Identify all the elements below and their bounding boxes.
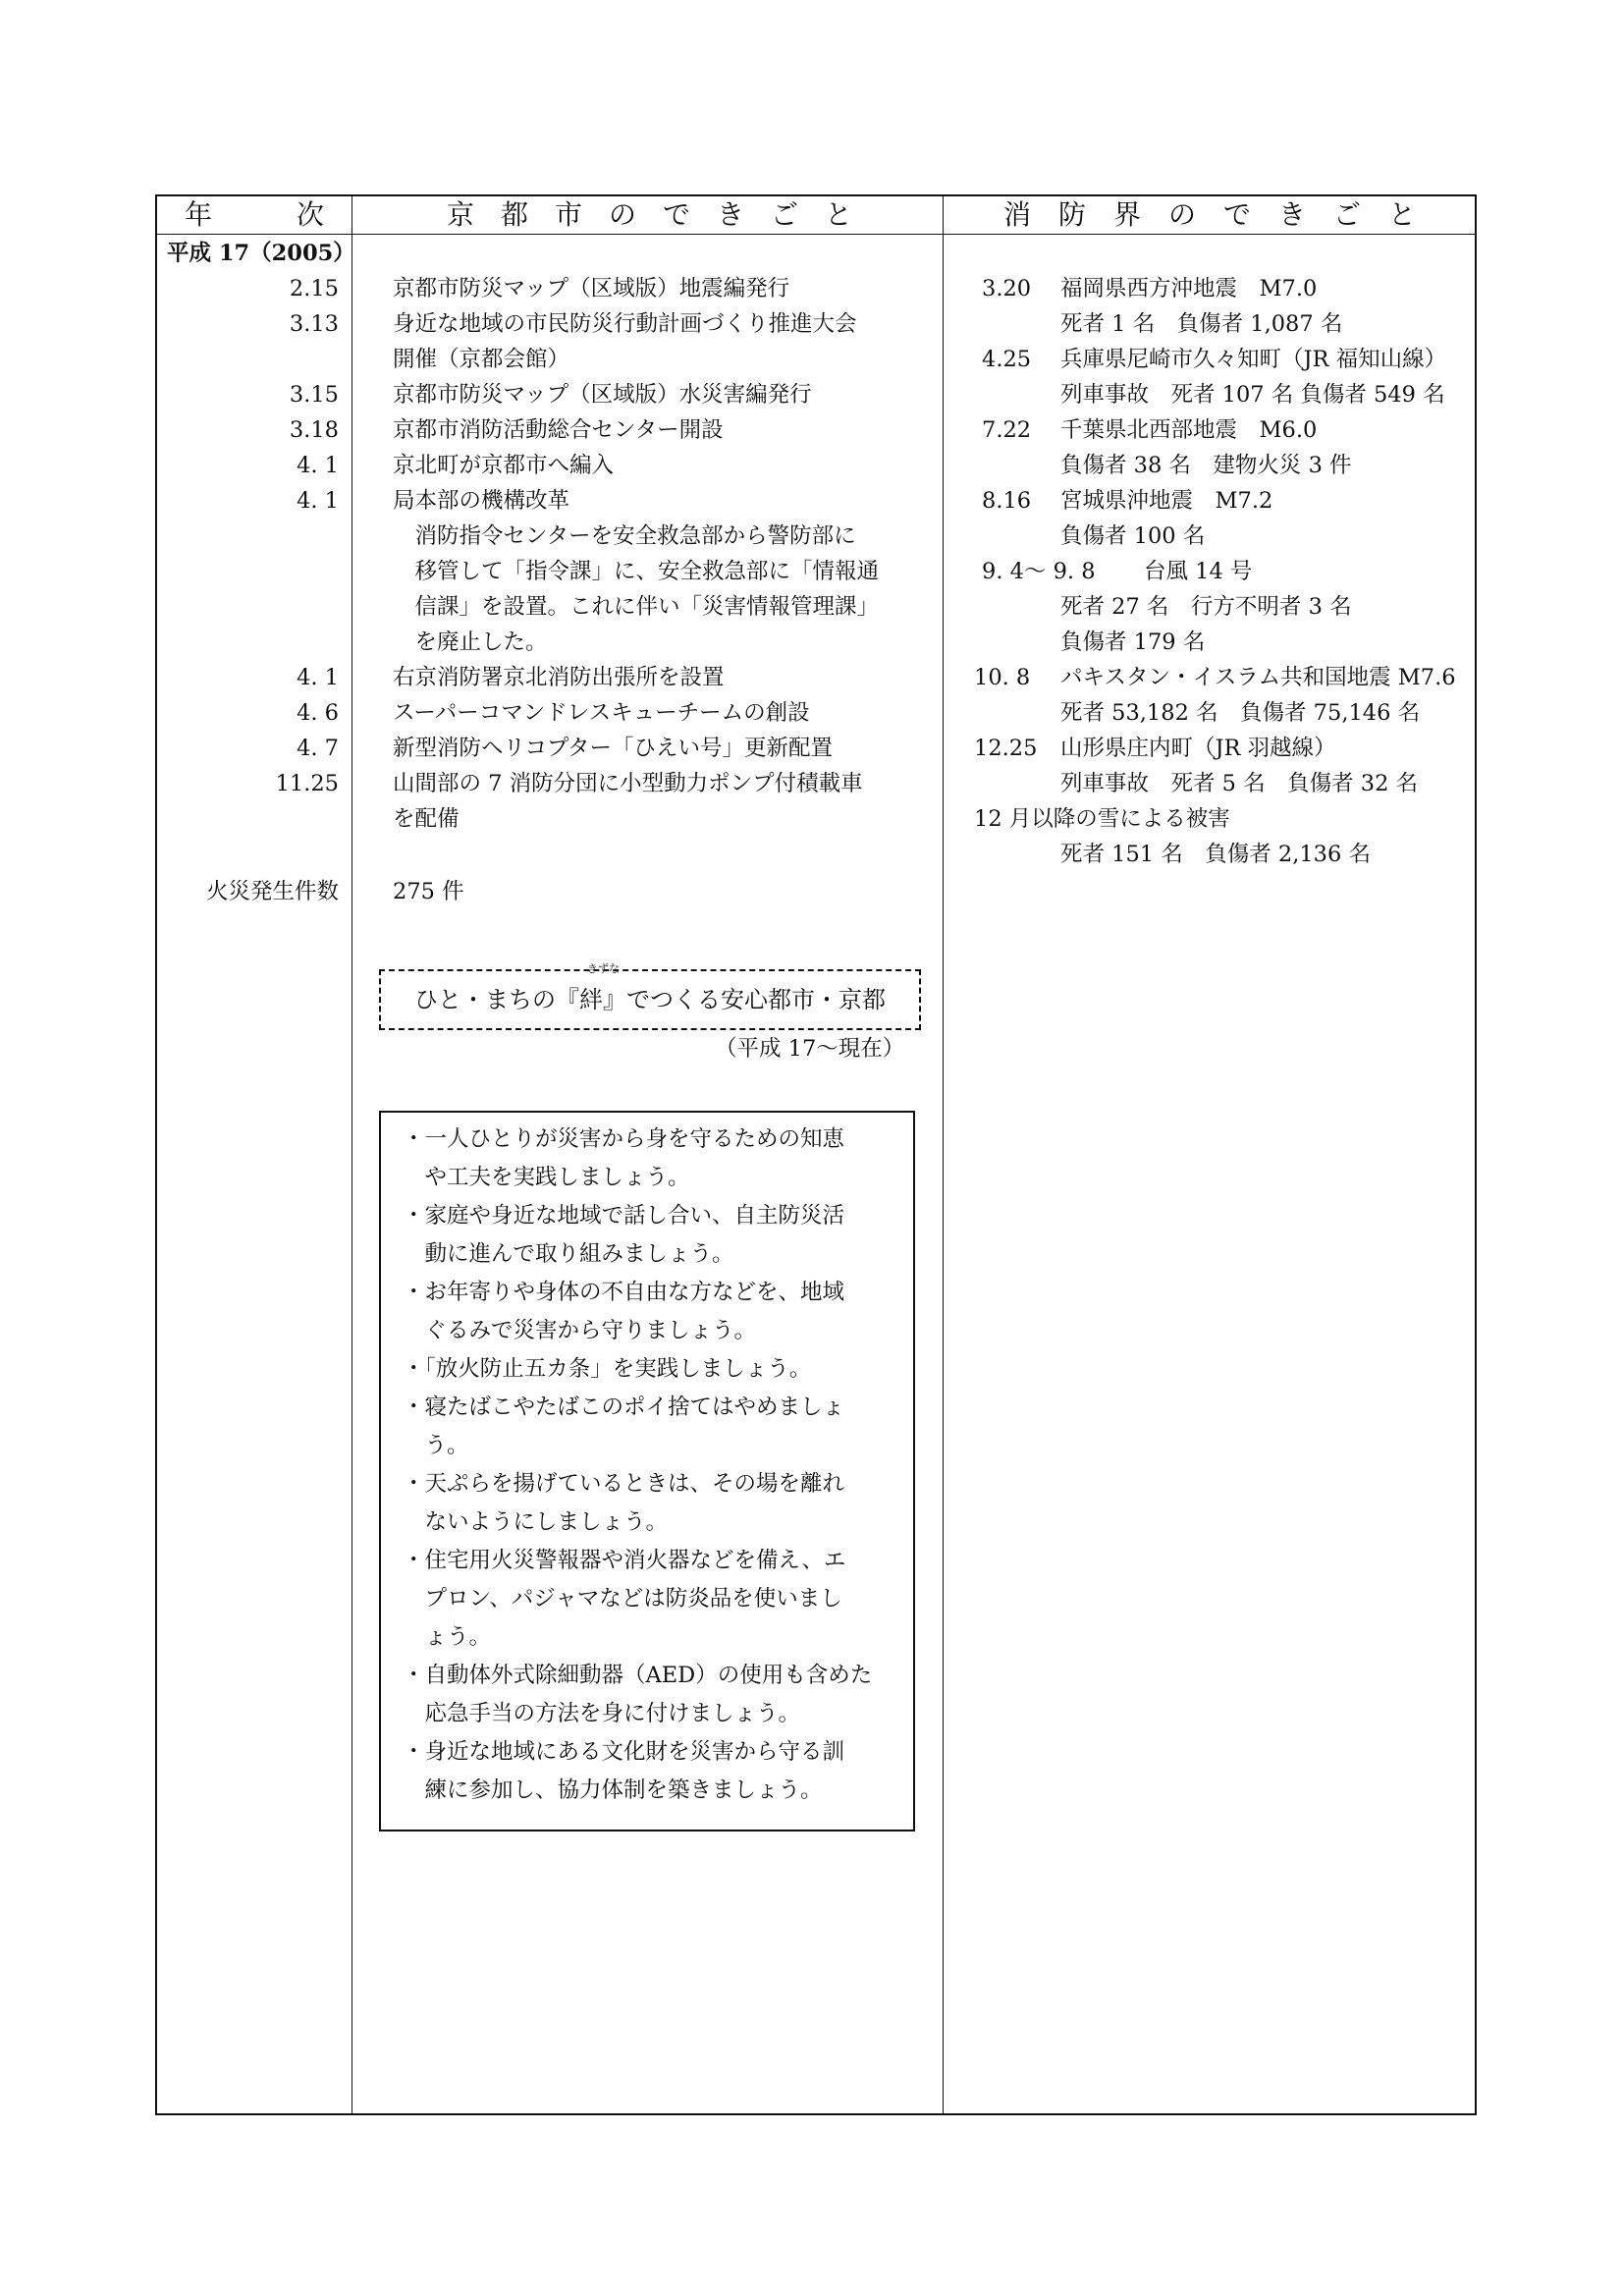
- guideline-line: や工夫を実践しましょう。: [403, 1165, 690, 1190]
- header-fire-char: ご: [1333, 198, 1362, 231]
- fire-count-label: 火災発生件数: [205, 879, 339, 904]
- fire-event-text: 死者 1 名 負傷者 1,087 名: [1060, 311, 1343, 337]
- fire-event-text: 負傷者 100 名: [1060, 523, 1206, 549]
- city-event-text: 京都市防災マップ（区域版）地震編発行: [393, 276, 790, 301]
- city-event-text: 身近な地域の市民防災行動計画づくり推進大会: [393, 311, 857, 337]
- fire-event-text: 福岡県西方沖地震 M7.0: [1060, 276, 1318, 301]
- header-city-char: き: [717, 198, 745, 231]
- header-city-char: 京: [447, 198, 475, 231]
- fire-event-text: 山形県庄内町（JR 羽越線）: [1060, 736, 1336, 761]
- guideline-line: 練に参加し、協力体制を築きましょう。: [403, 1777, 823, 1803]
- fire-event-date: 9. 4～ 9. 8: [982, 559, 1096, 584]
- city-event-date: 3.15: [289, 382, 339, 408]
- guideline-line: ・一人ひとりが災害から身を守るための知恵: [403, 1126, 845, 1152]
- guideline-line: ・「放火防止五カ条」を実践しましょう。: [403, 1356, 812, 1382]
- guideline-line: ・自動体外式除細動器（AED）の使用も含めた: [403, 1663, 873, 1688]
- city-event-text: 右京消防署京北消防出張所を設置: [393, 665, 725, 690]
- guideline-line: う。: [403, 1433, 469, 1458]
- fire-event-text: 台風 14 号: [1144, 559, 1253, 584]
- fire-event-text: 列車事故 死者 5 名 負傷者 32 名: [1060, 771, 1419, 796]
- city-event-text: 新型消防ヘリコプター「ひえい号」更新配置: [393, 736, 833, 761]
- guideline-line: ・お年寄りや身体の不自由な方などを、地域: [403, 1280, 845, 1305]
- guideline-line: ・身近な地域にある文化財を災害から守る訓: [403, 1739, 845, 1765]
- guideline-line: 動に進んで取り組みましょう。: [403, 1241, 734, 1267]
- guideline-line: ・寝たばこやたばこのポイ捨てはやめましょ: [403, 1394, 845, 1420]
- header-fire-char: の: [1168, 198, 1197, 231]
- fire-count-value: 275 件: [393, 879, 464, 904]
- column-divider: [943, 196, 944, 2113]
- guidelines-box: [379, 1111, 915, 1831]
- header-fire-char: き: [1278, 198, 1307, 231]
- header-city-char: ご: [771, 198, 799, 231]
- slogan-period: （平成 17～現在）: [715, 1036, 905, 1062]
- header-city-char: 市: [555, 198, 583, 231]
- guideline-line: 応急手当の方法を身に付けましょう。: [403, 1701, 801, 1726]
- header-city-char: の: [609, 198, 637, 231]
- city-event-text: 京都市防災マップ（区域版）水災害編発行: [393, 382, 812, 408]
- header-fire-char: と: [1388, 198, 1417, 231]
- city-event-text: スーパーコマンドレスキューチームの創設: [393, 700, 810, 726]
- slogan-ruby: きずな: [587, 962, 620, 975]
- fire-event-text: 死者 151 名 負傷者 2,136 名: [1060, 842, 1371, 867]
- slogan-text: ひと・まちの『絆』でつくる安心都市・京都: [414, 986, 886, 1013]
- header-year: [157, 196, 352, 234]
- city-event-text: 消防指令センターを安全救急部から警防部に: [393, 523, 856, 549]
- guideline-line: ・住宅用火災警報器や消火器などを備え、エ: [403, 1548, 846, 1573]
- city-event-text: 開催（京都会館）: [393, 347, 570, 372]
- city-event-date: 4. 1: [297, 453, 339, 478]
- header-fire-char: で: [1223, 198, 1252, 231]
- guideline-line: ょう。: [403, 1624, 492, 1650]
- city-event-text: 京都市消防活動総合センター開設: [393, 417, 724, 443]
- guideline-line: ないようにしましょう。: [403, 1509, 669, 1535]
- header-city-char: で: [663, 198, 691, 231]
- fire-event-text: 負傷者 179 名: [1060, 629, 1206, 655]
- city-event-date: 4. 6: [297, 700, 339, 726]
- fire-event-date: 10. 8: [974, 665, 1031, 690]
- header-fire: [943, 196, 1479, 234]
- city-event-date: 3.18: [289, 417, 339, 443]
- city-event-date: 4. 7: [297, 736, 339, 761]
- year-label: 平成 17（2005）: [167, 241, 355, 266]
- header-city: [352, 196, 943, 234]
- fire-event-text: 列車事故 死者 107 名 負傷者 549 名: [1060, 382, 1445, 408]
- guideline-line: ・家庭や身近な地域で話し合い、自主防災活: [403, 1203, 845, 1229]
- fire-event-text: パキスタン・イスラム共和国地震 M7.6: [1060, 665, 1456, 690]
- header-fire-char: 消: [1003, 198, 1032, 231]
- city-event-text: を廃止した。: [393, 629, 548, 655]
- guideline-line: ぐるみで災害から守りましょう。: [403, 1318, 757, 1343]
- city-event-text: 移管して「指令課」に、安全救急部に「情報通: [393, 559, 880, 584]
- slogan-box: [379, 969, 921, 1030]
- fire-event-text: 負傷者 38 名 建物火災 3 件: [1060, 453, 1352, 478]
- city-event-date: 3.13: [289, 311, 339, 337]
- header-fire-char: 防: [1058, 198, 1087, 231]
- fire-event-text: 12 月以降の雪による被害: [974, 806, 1230, 832]
- fire-event-text: 宮城県沖地震 M7.2: [1060, 488, 1273, 514]
- header-year-char: 年: [185, 198, 213, 231]
- city-event-text: を配備: [393, 806, 460, 832]
- fire-event-date: 7.22: [982, 417, 1032, 443]
- fire-event-date: 8.16: [982, 488, 1032, 514]
- header-city-char: と: [825, 198, 853, 231]
- city-event-date: 4. 1: [297, 488, 339, 514]
- header-year-char: 次: [297, 198, 325, 231]
- guideline-line: プロン、パジャマなどは防炎品を使いまし: [403, 1586, 842, 1612]
- city-event-date: 11.25: [275, 771, 339, 796]
- fire-event-text: 兵庫県尼崎市久々知町（JR 福知山線）: [1060, 347, 1447, 372]
- header-city-char: 都: [501, 198, 529, 231]
- city-event-text: 局本部の機構改革: [393, 488, 570, 514]
- header-fire-char: 界: [1113, 198, 1142, 231]
- city-event-text: 信課」を設置。これに伴い「災害情報管理課」: [393, 594, 880, 620]
- fire-event-date: 4.25: [982, 347, 1032, 372]
- fire-event-text: 死者 53,182 名 負傷者 75,146 名: [1060, 700, 1421, 726]
- city-event-date: 4. 1: [297, 665, 339, 690]
- fire-event-date: 3.20: [982, 276, 1032, 301]
- fire-event-date: 12.25: [974, 736, 1038, 761]
- city-event-text: 京北町が京都市へ編入: [393, 453, 615, 478]
- guideline-line: ・天ぷらを揚げているときは、その場を離れ: [403, 1471, 845, 1497]
- fire-event-text: 千葉県北西部地震 M6.0: [1060, 417, 1318, 443]
- fire-event-text: 死者 27 名 行方不明者 3 名: [1060, 594, 1352, 620]
- header-divider: [157, 234, 1475, 235]
- city-event-date: 2.15: [289, 276, 339, 301]
- city-event-text: 山間部の 7 消防分団に小型動力ポンプ付積載車: [393, 771, 863, 796]
